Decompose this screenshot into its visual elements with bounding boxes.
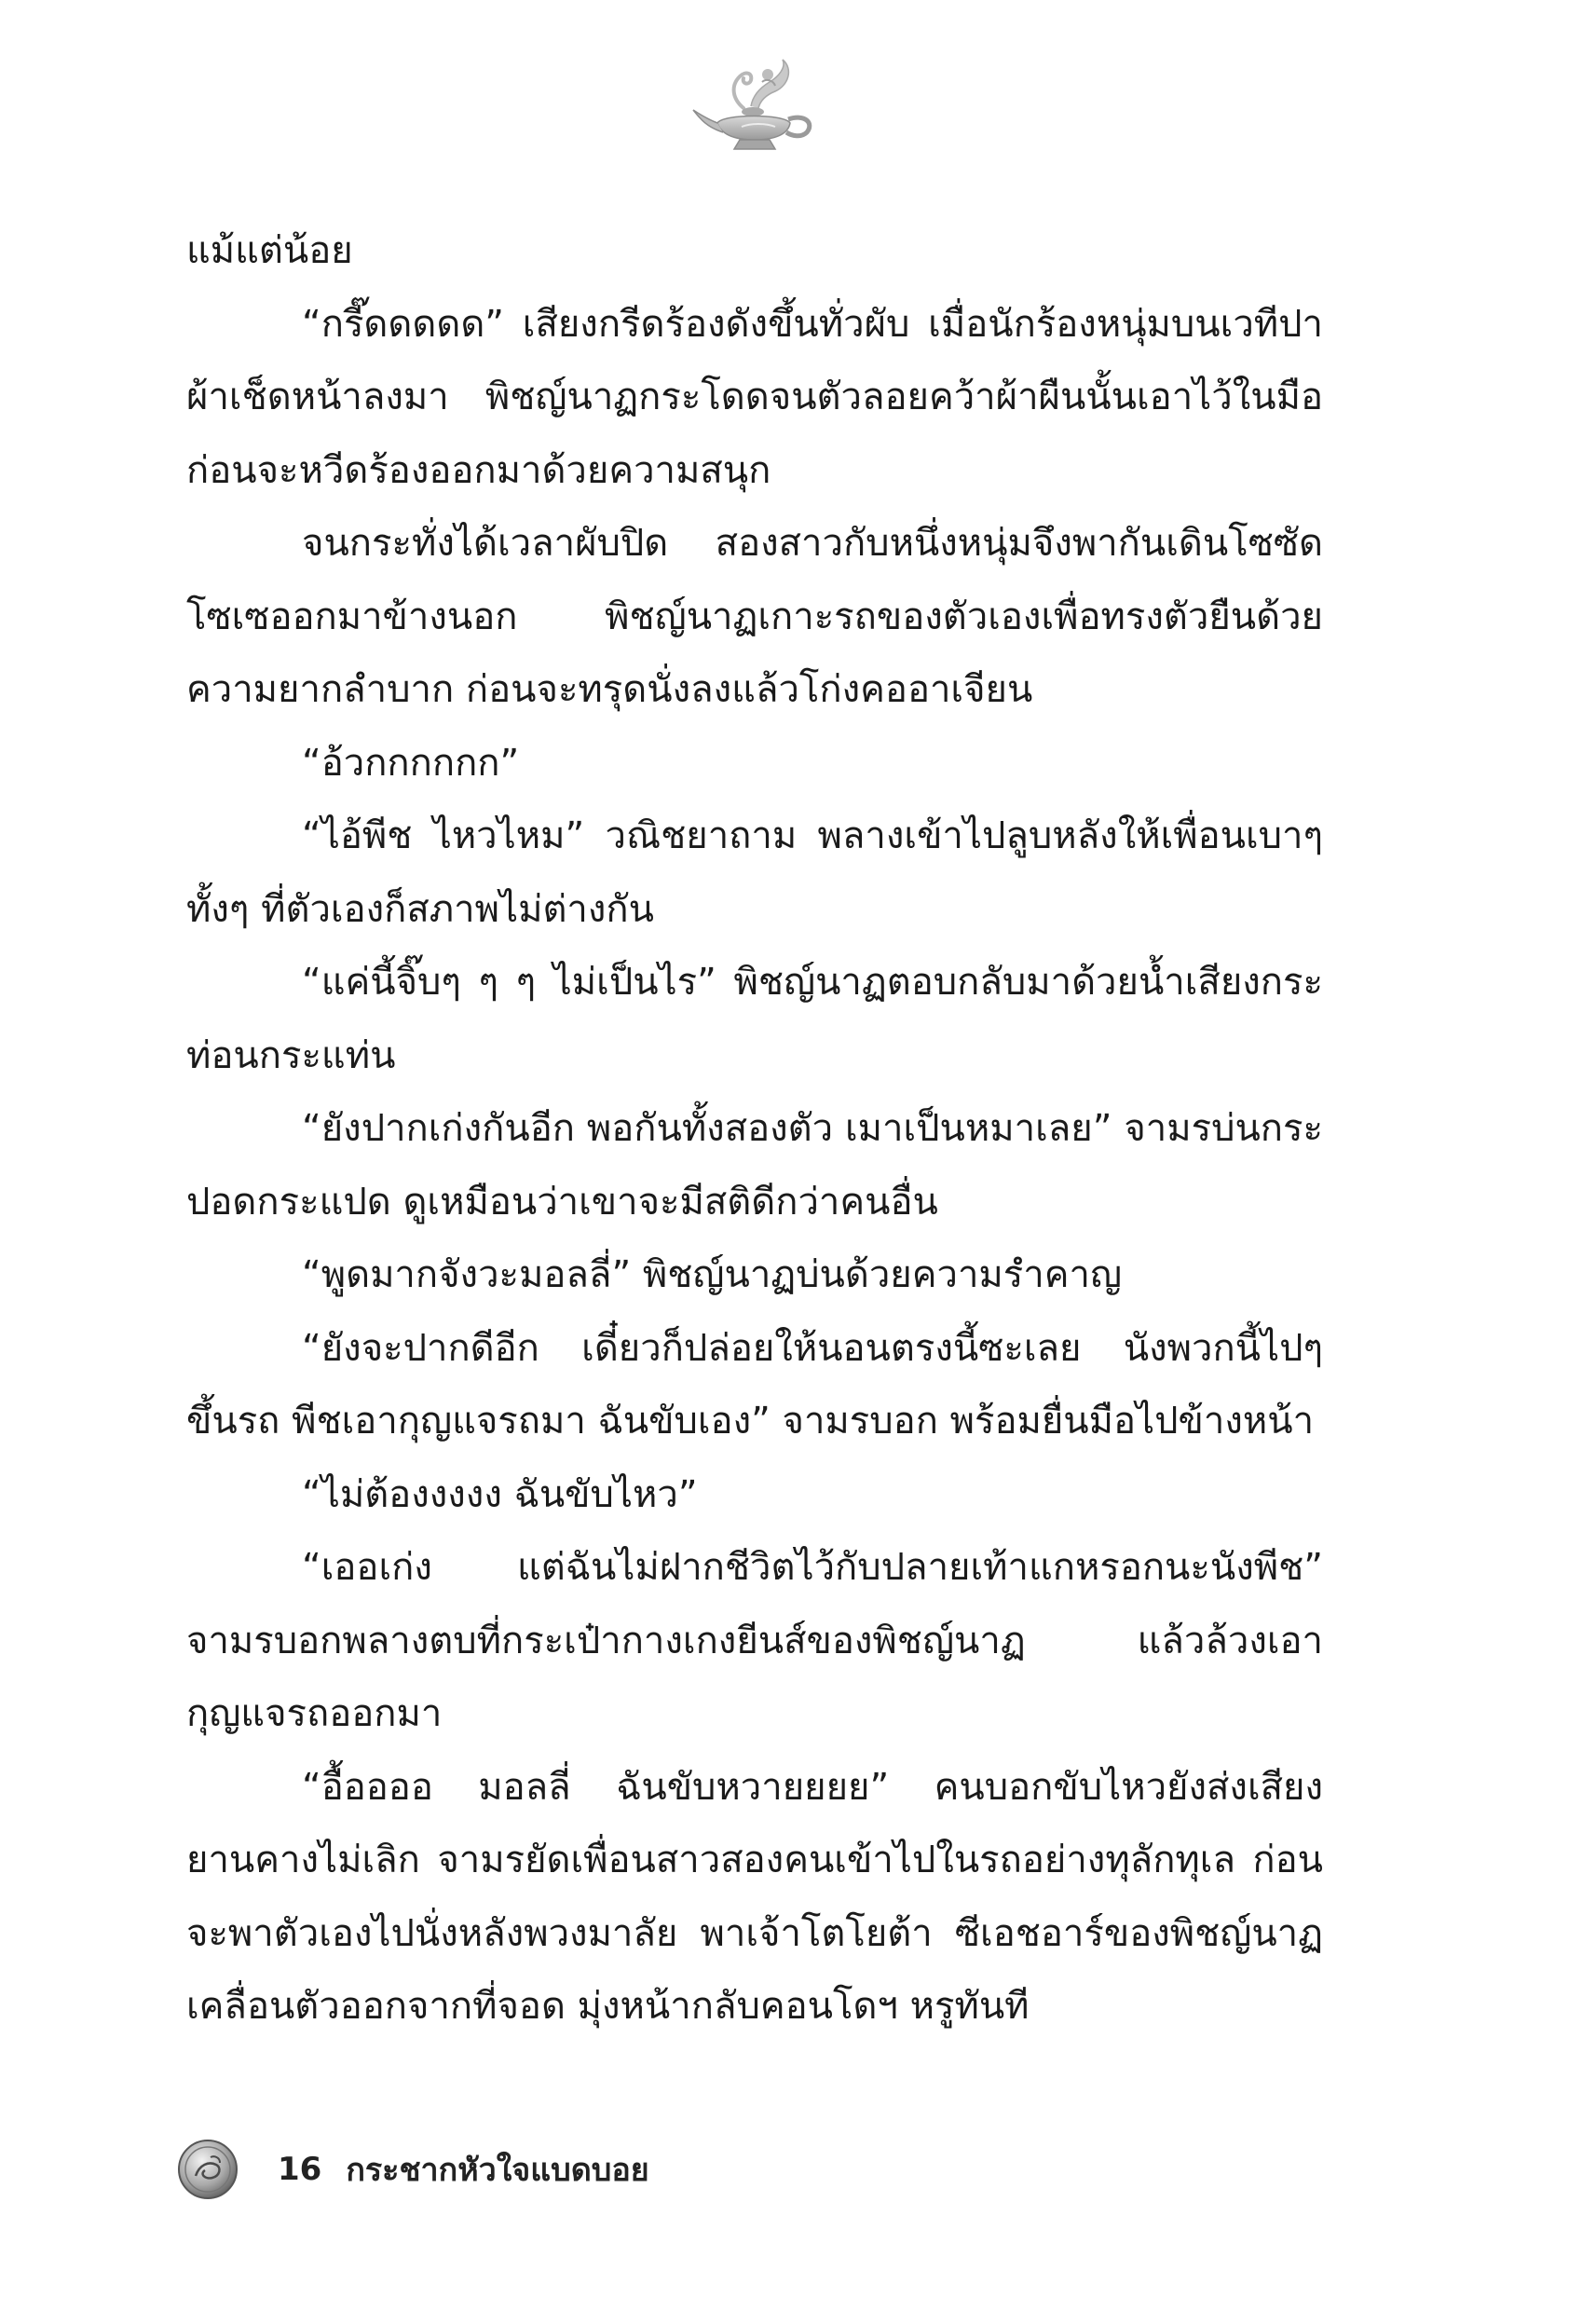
body-paragraph: “เออเก่ง แต่ฉันไม่ฝากชีวิตไว้กับปลายเท้าแกหรอกนะนังพีช” จามรบอกพลางตบที่กระเป๋ากางเกงยีนส์ของพิชญ์นาฏ แล้วล้วงเอากุญแจรถออกมา [186, 1546, 1323, 1735]
body-paragraph: “อื้ออออ มอลลี่ ฉันขับหวายยยย” คนบอกขับไหวยังส่งเสียงยานคางไม่เลิก จามรยัดเพื่อนสาวสองคนเข้าไปในรถอย่างทุลักทุเล ก่อนจะพาตัวเองไปนั่งหลังพวงมาลัย พาเจ้าโตโยต้า ซีเอชอาร์ของพิชญ์นาฏเคลื่อนตัวออกจากที่จอด มุ่งหน้ากลับคอนโดฯ หรูทันที [186, 1765, 1323, 2028]
page-number: 16 [278, 2151, 322, 2188]
body-paragraph: จนกระทั่งได้เวลาผับปิด สองสาวกับหนึ่งหนุ่มจึงพากันเดินโซซัดโซเซออกมาข้างนอก พิชญ์นาฏเกาะรถของตัวเองเพื่อทรงตัวยืนด้วยความยากลำบาก ก่อนจะทรุดนั่งลงแล้วโก่งคออาเจียน [186, 522, 1323, 711]
body-paragraph: “อ้วกกกกกก” [302, 741, 520, 785]
chapter-body-text [186, 214, 1323, 2044]
body-paragraph: “ยังปากเก่งกันอีก พอกันทั้งสองตัว เมาเป็นหมาเลย” จามรบ่นกระปอดกระแปด ดูเหมือนว่าเขาจะมีสติดีกว่าคนอื่น [186, 1107, 1323, 1224]
body-paragraph: “แค่นี้จิ๊บๆ ๆ ๆ ไม่เป็นไร” พิชญ์นาฏตอบกลับมาด้วยน้ำเสียงกระท่อนกระแท่น [186, 961, 1323, 1077]
page-footer [177, 2136, 1109, 2203]
body-paragraph: แม้แต่น้อย [186, 229, 353, 272]
body-paragraph: “ไม่ต้องงงงง ฉันขับไหว” [302, 1472, 698, 1516]
coin-medallion-icon [177, 2139, 239, 2200]
body-paragraph: “พูดมากจังวะมอลลี่” พิชญ์นาฏบ่นด้วยความรำคาญ [302, 1253, 1123, 1296]
book-title: กระชากหัวใจแบดบอย [346, 2152, 649, 2189]
body-paragraph: “ยังจะปากดีอีก เดี๋ยวก็ปล่อยให้นอนตรงนี้ซะเลย นังพวกนี้ไปๆ ขึ้นรถ พีชเอากุญแจรถมา ฉันขับเอง” จามรบอก พร้อมยื่นมือไปข้างหน้า [186, 1326, 1323, 1443]
body-paragraph: “กรี๊ดดดดด” เสียงกรีดร้องดังขึ้นทั่วผับ เมื่อนักร้องหนุ่มบนเวทีปาผ้าเช็ดหน้าลงมา พิชญ์นาฏกระโดดจนตัวลอยคว้าผ้าผืนนั้นเอาไว้ในมือ ก่อนจะหวีดร้องออกมาด้วยความสนุก [186, 302, 1323, 492]
genie-lamp-icon [686, 54, 825, 157]
body-paragraph: “ไอ้พีช ไหวไหม” วณิชยาถาม พลางเข้าไปลูบหลังให้เพื่อนเบาๆ ทั้งๆ ที่ตัวเองก็สภาพไม่ต่างกัน [186, 814, 1323, 931]
